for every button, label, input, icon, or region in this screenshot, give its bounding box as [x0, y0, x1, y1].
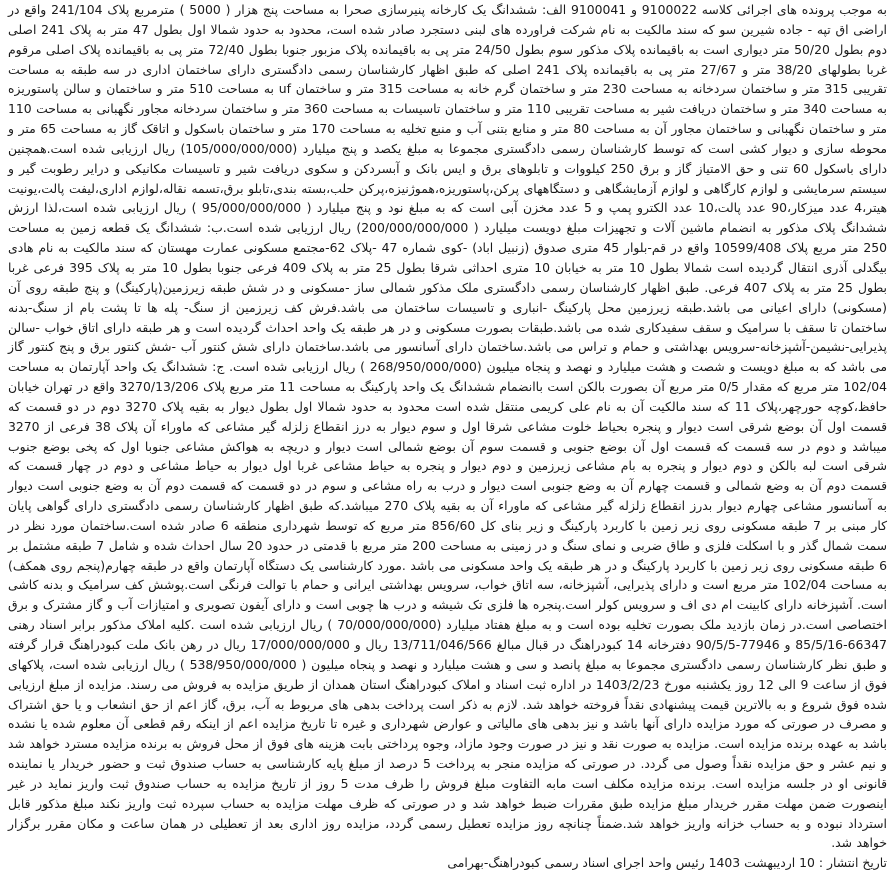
publication-date-and-signature: تاریخ انتشار : 10 اردیبهشت 1403 رئیس واحد اجرای اسناد رسمی کبودراهنگ-بهرامی: [447, 855, 887, 871]
auction-notice-text: به موجب پرونده های اجرائی کلاسه 9100022 و 9100041 الف: ششدانگ یک کارخانه پنیرسازی صحرا به مساحت پنج هزار ( 5000 ) مترمربع پلاک 241/104 واقع در اراضی اق تپه - جاده شیرین سو که سند مالکیت به نام شرکت فراورده های لبنی دستجرد صادر شده است، محدود به حدود شمالا اول بطول 47 متر به پلاک 241 اصلی دوم بطول 50/20 متر دیواری است به باقیمانده پلاک مذکور سوم بطول 24/50 متر پی به باقیمانده پلاک مزبور جنوبا بطول 72/40 متر پی به باقیمانده پلاک اصلی مرقوم غربا بطولهای 38/20 متر و 27/67 متر پی به باقیمانده پلاک 241 اصلی که طبق اظهار کارشناسان رسمی دادگستری دارای ساختمان اداری در سه طبقه به مساحت تقریبی 315 متر و ساختمان سردخانه به مساحت 230 متر و ساختمان گرم خانه به مساحت 315 متر و ساختمان uf به مساحت 510 متر و ساختمان و سالن پاستوریزه به مساحت 340 متر و ساختمان دریافت شیر به مساحت تقریبی 110 متر و ساختمان تاسیسات به مساحت 360 متر و ساختمان سردخانه مجاور نگهبانی به مساحت 110 متر و ساختمان نگهبانی و ساختمان مجاور آن به مساحت 80 متر و منابع بتنی آب و منبع تخلیه به مساحت 170 متر و ساختمان باسکول و اتاقک گاز به مساحت 65 متر و محوطه سازی و دیوار کشی است که توسط کارشناسان رسمی دادگستری مجموعا به مبلغ یکصد و پنج میلیارد (105/000/000/000) ریال ارزیابی شده است.همچنین دارای باسکول 60 تنی و حق الامتیاز گاز و برق 250 کیلووات و تابلوهای برق و ایس بانک و آبسردکن و سکوی دریافت شیر و تاسیسات مکانیکی و درایر رطوبت گیر و سیستم سرمایشی و لوازم کارگاهی و لوازم آزمایشگاهی و دستگاههای پرکن،پاستوریزه،هموژنیزه،پرکن حلب،بسته بندی،تابلو برق،تسمه نقاله،لوازم اداری،لیفت پالت،یونیت هیتر،4 عدد میزکار،90 عدد پالت،10 عدد الکترو پمپ و 5 عدد مخزن آبی است که به مبلغ نود و پنج میلیارد ( 95/000/000/000 ) ریال ارزیابی شده است،لذا ارزش ششدانگ پلاک مذکور به انضمام ماشین آلات و تجهیزات مبلغ دویست میلیارد ( 200/000/000/000) ریال ارزیابی شده است.ب: ششدانگ یک قطعه زمین به مساحت 250 متر مربع پلاک 10599/408 واقع در قم-بلوار 45 متری صدوق (زنبیل اباد) -کوی شماره 47 -پلاک 62-مجتمع مسکونی عمارت مهستان که سند مالکیت به نام هادی بیگدلی آذری انتقال گردیده است شمالا بطول 10 متر به خیابان 10 متری احداثی شرقا بطول 25 متر به پلاک 409 فرعی جنوبا بطول 10 متر به پلاک 395 فرعی غربا بطول 25 متر به پلاک 407 فرعی. طبق اظهار کارشناسان رسمی دادگستری ملک مذکور شمالی ساز -مسکونی و در شش طبقه زیرزمین(پارکینگ) و پنج طبقه روی آن (مسکونی) دارای اعیانی می باشد.طبقه زیرزمین محل پارکینگ -انباری و تاسیسات ساختمان می باشد.فرش کف زیرزمین از سنگ- پله ها تا پشت بام از سنگ-بدنه ساختمان تا سقف با سرامیک و سقف سفیدکاری شده می باشد.طبقات بصورت مسکونی و در هر طبقه یک واحد احداث گردیده است و هر طبقه دارای اتاق خواب -سالن پذیرایی-نشیمن-آشپزخانه-سرویس بهداشتی و حمام و تراس می باشد.ساختمان دارای آسانسور می باشد.ساختمان دارای شش کنتور آب -شش کنتور برق و پنج کنتور گاز می باشد که به مبلغ دویست و شصت و هشت میلیارد و نهصد و پنجاه میلیون (268/950/000/000 ) ریال ارزیابی شده است. ج: ششدانگ یک واحد آپارتمان به مساحت 102/04 متر مربع که مقدار 0/5 متر مربع آن بصورت بالکن است باانضمام ششدانگ یک واحد پارکینگ به مساحت 11 متر مربع پلاک 3270/13/206 واقع در تهران خیابان حافظ،کوچه حورچهر،پلاک 11 که سند مالکیت آن به نام علی کریمی منتقل شده است محدود به حدود شمالا اول بطول دیوار به بقیه پلاک 3270 دوم در دو قسمت که قسمت اول آن بوضع شرقی است دیوار و پنجره بحیاط خلوت مشاعی شرقا اول و سوم دیوار به درز انقطاع زلزله گیر مشاعی که ماوراء آن پلاک 38 فرعی از 3270 میباشد و دوم در سه قسمت که قسمت اول آن بوضع جنوبی و قسمت سوم آن بوضع شمالی است دیوار و دریچه به هواکش مشاعی جنوبا اول که پخی بوضع جنوب شرقی است لبه بالکن و دوم دیوار و پنجره به بام مشاعی زیرزمین و دوم دیوار و پنجره به حیاط مشاعی غربا اول دیوار به حیاط مشاعی و دوم در چهار قسمت که قسمت دوم آن به وضع شمالی و قسمت چهارم آن به وضع جنوبی است دیوار و درب به راه مشاعی و سوم در دو قسمت که قسمت دوم آن به وضع جنوبی است دیوار به آسانسور مشاعی چهارم دیوار بدرز انقطاع زلزله گیر مشاعی که ماوراء آن به بقیه پلاک 270 میباشد.که طبق اظهار کارشناسان رسمی دادگستری دارای گواهی پایان کار مبنی بر 7 طبقه مسکونی روی زیر زمین با کاربرد پارکینگ و زیر بنای کل 856/60 متر مربع که توسط شهرداری منطقه 6 صادر شده است.ساختمان مورد نظر در سمت شمال گذر و با اسکلت فلزی و طاق ضربی و نمای سنگ و در زمینی به مساحت 200 متر مربع با قدمتی در حدود 20 سال احداث شده و شامل 7 طبقه مشتمل بر 6 طبقه مسکونی روی زیر زمین با کاربرد پارکینگ و در هر طبقه یک واحد مسکونی می باشد .مورد کارشناسی یک دستگاه آپارتمان واقع در طبقه چهارم(پنجم روی همکف) به مساحت 102/04 متر مربع است و دارای پذیرایی، آشپزخانه، سه اتاق خواب، سرویس بهداشتی ایرانی و حمام با توالت فرنگی است.پوشش کف سرامیک و بدنه کاشی است. آشپزخانه دارای کابینت ام دی اف و سرویس کولر است.پنجره ها فلزی تک شیشه و درب ها چوبی است و دارای آیفون تصویری و امتیازات آب و گاز مشترک و برق اختصاصی است.در زمان بازدید ملک بصورت تخلیه بوده است و به مبلغ هفتاد میلیارد (70/000/000/000 ) ریال ارزیابی شده است .کلیه املاک مذکور برابر اسناد رهنی 66347-85/5/16 و 77946-90/5/5 دفترخانه 14 کبودراهنگ در قبال مبالغ 13/711/046/566 ریال و 17/000/000/000 ریال در رهن بانک ملت کبودراهنگ قرار گرفته و طبق نظر کارشناسان رسمی دادگستری مجموعا به مبلغ پانصد و سی و هشت میلیارد و نهصد و پنجاه میلیون ( 538/950/000/000 ) ریال ارزیابی شده است، پلاکهای فوق از ساعت 9 الی 12 روز یکشنبه مورخ 1403/2/23 در اداره ثبت اسناد و املاک کبودراهنگ استان همدان از طریق مزایده به فروش می رسند. مزایده از مبلغ ارزیابی شده فوق شروع و به بالاترین قیمت پیشنهادی نقداً فروخته خواهد شد. لازم به ذکر است پرداخت بدهی های مربوط به آب، برق، گاز اعم از حق انشعاب و یا حق اشتراک و مصرف در صورتی که مورد مزایده دارای آنها باشد و نیز بدهی های مالیاتی و عوارض شهرداری و غیره تا تاریخ مزایده اعم از اینکه رقم قطعی آن معلوم شده یا نشده باشد به عهده برنده مزایده است. مزایده به صورت نقد و نیز در صورت وجود مازاد، وجوه پرداختی بابت هزینه های فوق از محل فروش به برنده مزایده مسترد خواهد شد و نیم عشر و حق مزایده نقداً وصول می گردد. در صورتی که مزایده منجر به پرداخت 5 درصد از مبلغ پایه کارشناسی به حساب صندوق ثبت و حضور خریدار یا نماینده قانونی او در جلسه مزایده است. برنده مزایده مکلف است مابه التفاوت مبلغ فروش را ظرف مدت 5 روز از تاریخ مزایده به حساب صندوق ثبت واریز نماید در غیر اینصورت ضمن مهلت مقرر خریدار مبلغ مزایده طبق مقررات ضبط خواهد شد و در صورتی که ظرف مهلت مزایده به حساب سپرده ثبت واریز نکند مبلغ مذکور قابل استرداد نبوده و به حساب خزانه واریز خواهد شد.ضمناً چنانچه روز مزایده تعطیل رسمی گردد، مزایده روز اداری بعد از تعطیلی در همان ساعت و مکان مقرر برگزار خواهد شد.: [8, 2, 888, 851]
